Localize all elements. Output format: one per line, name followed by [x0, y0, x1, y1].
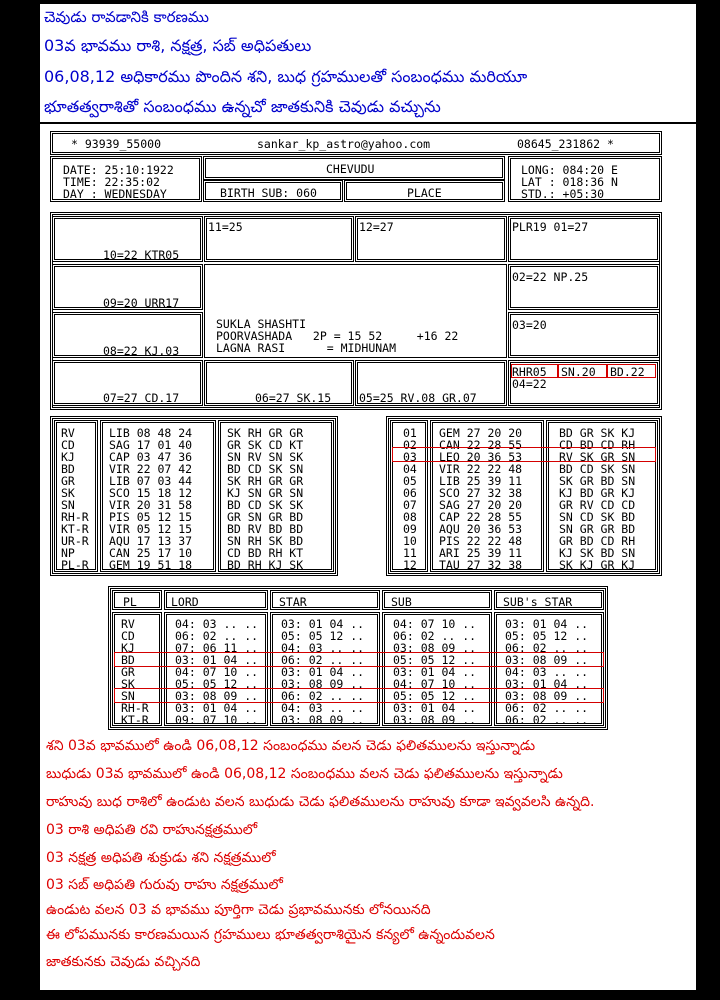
planet-position: LIB 08 48 24 — [109, 426, 193, 440]
cusp-position: CAN 22 28 55 — [439, 438, 523, 452]
house-11-text: 11=25 — [208, 220, 243, 234]
house-04-rh-highlight — [511, 364, 558, 378]
cusp-number: 12 — [403, 558, 417, 572]
cusp-lords-col — [546, 420, 658, 572]
birth-sub: BIRTH SUB: 060 — [220, 186, 317, 200]
house-06-text: 06=27 SK.15 — [255, 391, 332, 405]
cusp-lords: GR BD CD RH — [559, 534, 636, 548]
cusp-numbers-col — [390, 420, 428, 572]
planet-position: LIB 07 03 44 — [109, 474, 193, 488]
sig-sub: 04: 07 10 .. — [393, 617, 477, 631]
note-line-3: 06,08,12 అధికారము పొందిన శని, బుధ గ్రహములతో సంబంధము మరియూ — [44, 67, 528, 86]
cusp-lords: CD BD CD RH — [559, 438, 636, 452]
planet-name: GR — [61, 474, 75, 488]
nakshatra-text: POORVASHADA 2P = 15 52 +16 22 — [216, 329, 459, 343]
birth-day: DAY : WEDNESDAY — [63, 187, 167, 201]
latitude: LAT : 018:36 N — [521, 175, 618, 189]
sig-sub: 05: 05 12 .. — [393, 653, 477, 667]
birth-date: DATE: 25:10:1922 — [63, 163, 174, 177]
sig-planet: GR — [121, 665, 135, 679]
house-04 — [508, 360, 660, 406]
sig-header-star-label: STAR — [279, 595, 307, 609]
cusp-positions-col — [430, 420, 544, 572]
planet-name: SK — [61, 486, 75, 500]
cusp-position: TAU 27 32 38 — [439, 558, 523, 572]
house-08 — [52, 312, 203, 358]
house-04-text: 04=22 — [512, 377, 547, 391]
sig-subs-star: 06: 02 .. .. — [505, 701, 589, 715]
note-line-2: 03వ భావము రాశి, నక్షత్ర, సబ్ అధిపతులు — [44, 36, 312, 55]
sig-pl-col — [112, 612, 162, 726]
planet-position: VIR 22 07 42 — [109, 462, 193, 476]
sig-header-lord-label: LORD — [171, 595, 199, 609]
place-box — [344, 180, 505, 202]
sig-sub-col — [382, 612, 492, 726]
cusp-number: 01 — [403, 426, 417, 440]
planet-position: VIR 05 12 15 — [109, 522, 193, 536]
sig-planet: RV — [121, 617, 135, 631]
planet-lords: BD CD SK SN — [227, 462, 304, 476]
planet-lords: KJ SN GR SN — [227, 486, 304, 500]
sig-sub: 04: 07 10 .. — [393, 677, 477, 691]
cusp-number: 11 — [403, 546, 417, 560]
sig-star: 05: 05 12 .. — [281, 629, 365, 643]
planet-position: SCO 15 18 12 — [109, 486, 193, 500]
planet-lords: SN RH SK BD — [227, 534, 304, 548]
planet-position: SAG 17 01 40 — [109, 438, 193, 452]
cusp-position: AQU 20 36 53 — [439, 522, 523, 536]
sig-star: 04: 03 .. .. — [281, 641, 365, 655]
planet-positions-col — [100, 420, 216, 572]
planet-name: RV — [61, 426, 75, 440]
footer-note-8: ఈ లోపమునకు కారణమయిన గ్రహములు భూతత్వరాశియైన కన్యలో ఉన్నందువలన — [46, 927, 495, 943]
house-04-sn-highlight — [558, 364, 607, 378]
cusp-lords: SN GR GR BD — [559, 522, 636, 536]
planet-name: NP — [61, 546, 75, 560]
cusp-position: GEM 27 20 20 — [439, 426, 523, 440]
cusp-lords: KJ SK BD SN — [559, 546, 636, 560]
cusp-position: PIS 22 22 48 — [439, 534, 523, 548]
cusp-position: VIR 22 22 48 — [439, 462, 523, 476]
cusp-lords: KJ BD GR KJ — [559, 486, 636, 500]
planet-lords: SK RH GR GR — [227, 426, 304, 440]
planet-name: CD — [61, 438, 75, 452]
cusp-position: CAP 22 28 55 — [439, 510, 523, 524]
sig-sub: 05: 05 12 .. — [393, 689, 477, 703]
sig-bd-row-highlight — [114, 652, 604, 667]
planet-name: PL-R — [61, 558, 89, 572]
note-title: చెవుడు రావడానికి కారణము — [44, 8, 209, 26]
sig-header-subs-star — [494, 590, 604, 610]
planet-names-col — [54, 420, 98, 572]
sig-lord: 06: 02 .. .. — [175, 629, 259, 643]
chart-title-box — [203, 156, 505, 180]
house-02 — [508, 264, 660, 310]
chart-title: CHEVUDU — [326, 162, 375, 176]
planet-lords: BD RH KJ SK — [227, 558, 304, 572]
lagna-rasi-text: LAGNA RASI = MIDHUNAM — [216, 341, 397, 355]
cusp-position: SCO 27 32 38 — [439, 486, 523, 500]
cusp-position: ARI 25 39 11 — [439, 546, 523, 560]
house-09-text: 09=20 URR17 — [103, 296, 180, 310]
sig-subs-star: 03: 08 09 .. — [505, 689, 589, 703]
house-10-text: 10=22 KTR05 — [103, 248, 180, 262]
footer-note-9: జాతకునకు చెవుడు వచ్చినది — [46, 954, 201, 970]
house-06 — [204, 360, 354, 406]
sig-lord: 05: 05 12 .. — [175, 677, 259, 691]
sig-header-sub — [382, 590, 492, 610]
cusp-lords: RV SK GR SN — [559, 450, 636, 464]
planet-name: UR-R — [61, 534, 89, 548]
sig-lord: 04: 03 .. .. — [175, 617, 259, 631]
house-02-text: 02=22 NP.25 — [512, 270, 589, 284]
sig-sub: 03: 08 09 .. — [393, 641, 477, 655]
cusp-lords: BD CD SK SN — [559, 462, 636, 476]
cusp-lords: SK GR BD SN — [559, 474, 636, 488]
house-09 — [52, 264, 203, 310]
sig-star: 03: 01 04 .. — [281, 617, 365, 631]
house-05 — [355, 360, 507, 406]
cusp-number: 05 — [403, 474, 417, 488]
sig-header-subs-star-label: SUB's STAR — [503, 595, 573, 609]
cusp-number: 10 — [403, 534, 417, 548]
sig-subs-star: 06: 02 .. .. — [505, 713, 589, 727]
landline-number: 08645_231862 * — [517, 137, 614, 151]
house-10 — [52, 216, 203, 262]
contact-bar — [50, 131, 662, 155]
longitude: LONG: 084:20 E — [521, 163, 618, 177]
cusp-position: LEO 20 36 53 — [439, 450, 523, 464]
cusp-number: 03 — [403, 450, 417, 464]
sig-sub: 03: 08 09 .. — [393, 713, 477, 727]
std-time: STD.: +05:30 — [521, 187, 605, 201]
rasi-center — [204, 264, 507, 358]
planet-lords: CD BD RH KT — [227, 546, 304, 560]
cusp-number: 02 — [403, 438, 417, 452]
sig-subs-star: 03: 01 04 .. — [505, 677, 589, 691]
planet-position: PIS 05 12 15 — [109, 510, 193, 524]
sig-lord: 03: 08 09 .. — [175, 689, 259, 703]
sig-sub: 03: 01 04 .. — [393, 701, 477, 715]
sig-lord: 09: 07 10 .. — [175, 713, 259, 727]
planet-position: GEM 19 51 18 — [109, 558, 193, 572]
sig-star-col — [270, 612, 380, 726]
house-08-text: 08=22 KJ.03 — [103, 344, 180, 358]
sig-planet: CD — [121, 629, 135, 643]
sig-lord: 07: 06 11 .. — [175, 641, 259, 655]
footer-note-1: శని 03వ భావములో ఉండి 06,08,12 సంబంధము వలన చెడు ఫలితములను ఇస్తున్నాడు — [46, 738, 536, 754]
sig-star: 04: 03 .. .. — [281, 701, 365, 715]
cusp-position: LIB 25 39 11 — [439, 474, 523, 488]
cusp-number: 04 — [403, 462, 417, 476]
sig-subs-star: 06: 02 .. .. — [505, 641, 589, 655]
sig-lord: 04: 07 10 .. — [175, 665, 259, 679]
cusp-lords: SN CD SK BD — [559, 510, 636, 524]
sig-sn-row-highlight — [114, 688, 604, 703]
sig-star: 06: 02 .. .. — [281, 689, 365, 703]
chart-panel — [40, 124, 696, 990]
planet-lords-col — [218, 420, 334, 572]
sig-planet: BD — [121, 653, 135, 667]
cusp-position: SAG 27 20 20 — [439, 498, 523, 512]
house-12-text: 12=27 — [359, 220, 394, 234]
phone-number: * 93939_55000 — [71, 137, 162, 151]
sig-star: 06: 02 .. .. — [281, 653, 365, 667]
footer-note-6: 03 సబ్ అధిపతి గురువు రాహు నక్షత్రములో — [46, 877, 283, 893]
sig-planet: SN — [121, 689, 135, 703]
sig-lord-col — [164, 612, 268, 726]
sig-header-sub-label: SUB — [391, 595, 412, 609]
sig-planet: KJ — [121, 641, 135, 655]
sig-subs-star: 04: 03 .. .. — [505, 665, 589, 679]
house-07 — [52, 360, 203, 406]
sig-planet: RH-R — [121, 701, 149, 715]
sig-star: 03: 08 09 .. — [281, 677, 365, 691]
sig-sub: 06: 02 .. .. — [393, 629, 477, 643]
sig-header-pl — [112, 590, 162, 610]
cusp-number: 06 — [403, 486, 417, 500]
planet-name: RH-R — [61, 510, 89, 524]
cusp-lords: SK KJ GR KJ — [559, 558, 636, 572]
cusp-number: 07 — [403, 498, 417, 512]
planet-name: KT-R — [61, 522, 89, 536]
house-04-sn: SN.20 — [561, 365, 596, 379]
sig-header-lord — [164, 590, 268, 610]
house-07-text: 07=27 CD.17 — [103, 391, 180, 405]
sig-lord: 03: 01 04 .. — [175, 701, 259, 715]
sig-subs-star-col — [494, 612, 604, 726]
planet-position: CAN 25 17 10 — [109, 546, 193, 560]
house-12 — [355, 216, 507, 262]
house-11 — [204, 216, 354, 262]
house-03 — [508, 312, 660, 358]
cusp-number: 08 — [403, 510, 417, 524]
house-04-bd-highlight — [607, 364, 656, 378]
planet-position: VIR 20 31 58 — [109, 498, 193, 512]
sig-planet: SK — [121, 677, 135, 691]
cusp-lords: BD GR SK KJ — [559, 426, 636, 440]
house-04-bd: BD.22 — [610, 365, 645, 379]
sig-subs-star: 05: 05 12 .. — [505, 629, 589, 643]
footer-note-3: రాహువు బుధ రాశిలో ఉండుట వలన బుధుడు చెడు ఫలితములను రాహువు కూడా ఇవ్వవలసి ఉన్నది. — [46, 794, 595, 810]
planet-lords: SN RV SN SK — [227, 450, 304, 464]
cusp-number: 09 — [403, 522, 417, 536]
planet-lords: GR SK CD KT — [227, 438, 304, 452]
house-01 — [508, 216, 660, 262]
sig-planet: KT-R — [121, 713, 149, 727]
sig-star: 03: 01 04 .. — [281, 665, 365, 679]
sig-subs-star: 03: 08 09 .. — [505, 653, 589, 667]
planet-lords: GR SN GR BD — [227, 510, 304, 524]
tithi-text: SUKLA SHASHTI — [216, 317, 307, 331]
coords-box — [508, 156, 662, 202]
planet-position: CAP 03 47 36 — [109, 450, 193, 464]
footer-note-4: 03 రాశి అధిపతి రవి రాహునక్షత్రములో — [46, 822, 258, 838]
cusp-03-highlight — [392, 447, 656, 462]
footer-note-7: ఉండుట వలన 03 వ భావము పూర్తిగా చెడు ప్రభావమునకు లోనయినది — [46, 902, 431, 918]
sig-sub: 03: 01 04 .. — [393, 665, 477, 679]
house-01-text: PLR19 01=27 — [512, 220, 589, 234]
house-05-text: 05=25 RV.08 GR.07 — [359, 391, 477, 405]
birth-date-box — [50, 156, 202, 202]
planet-name: SN — [61, 498, 75, 512]
birth-sub-box — [203, 180, 343, 202]
sig-subs-star: 03: 01 04 .. — [505, 617, 589, 631]
planet-lords: BD CD SK SK — [227, 498, 304, 512]
place-label: PLACE — [407, 186, 442, 200]
house-04-rh: RHR05 — [512, 365, 547, 379]
sig-header-star — [270, 590, 380, 610]
planet-lords: BD RV BD BD — [227, 522, 304, 536]
planet-lords: SK RH GR GR — [227, 474, 304, 488]
birth-time: TIME: 22:35:02 — [63, 175, 160, 189]
footer-note-5: 03 నక్షత్ర అధిపతి శుక్రుడు శని నక్షత్రములో — [46, 850, 276, 866]
planet-position: AQU 17 13 37 — [109, 534, 193, 548]
planet-name: KJ — [61, 450, 75, 464]
house-03-text: 03=20 — [512, 318, 547, 332]
footer-note-2: బుధుడు 03వ భావములో ఉండి 06,08,12 సంబంధము వలన చెడు ఫలితములను ఇస్తున్నాడు — [46, 766, 563, 782]
sig-header-pl-label: PL — [123, 595, 137, 609]
sig-star: 03: 08 09 .. — [281, 713, 365, 727]
sig-lord: 03: 01 04 .. — [175, 653, 259, 667]
header-notes-panel — [40, 4, 696, 122]
email-address: sankar_kp_astro@yahoo.com — [257, 137, 431, 151]
planet-name: BD — [61, 462, 75, 476]
note-line-4: భూతత్వరాశితో సంబంధము ఉన్నచో జాతకునికి చెవుడు వచ్చును — [44, 97, 441, 116]
cusp-lords: GR RV CD CD — [559, 498, 636, 512]
